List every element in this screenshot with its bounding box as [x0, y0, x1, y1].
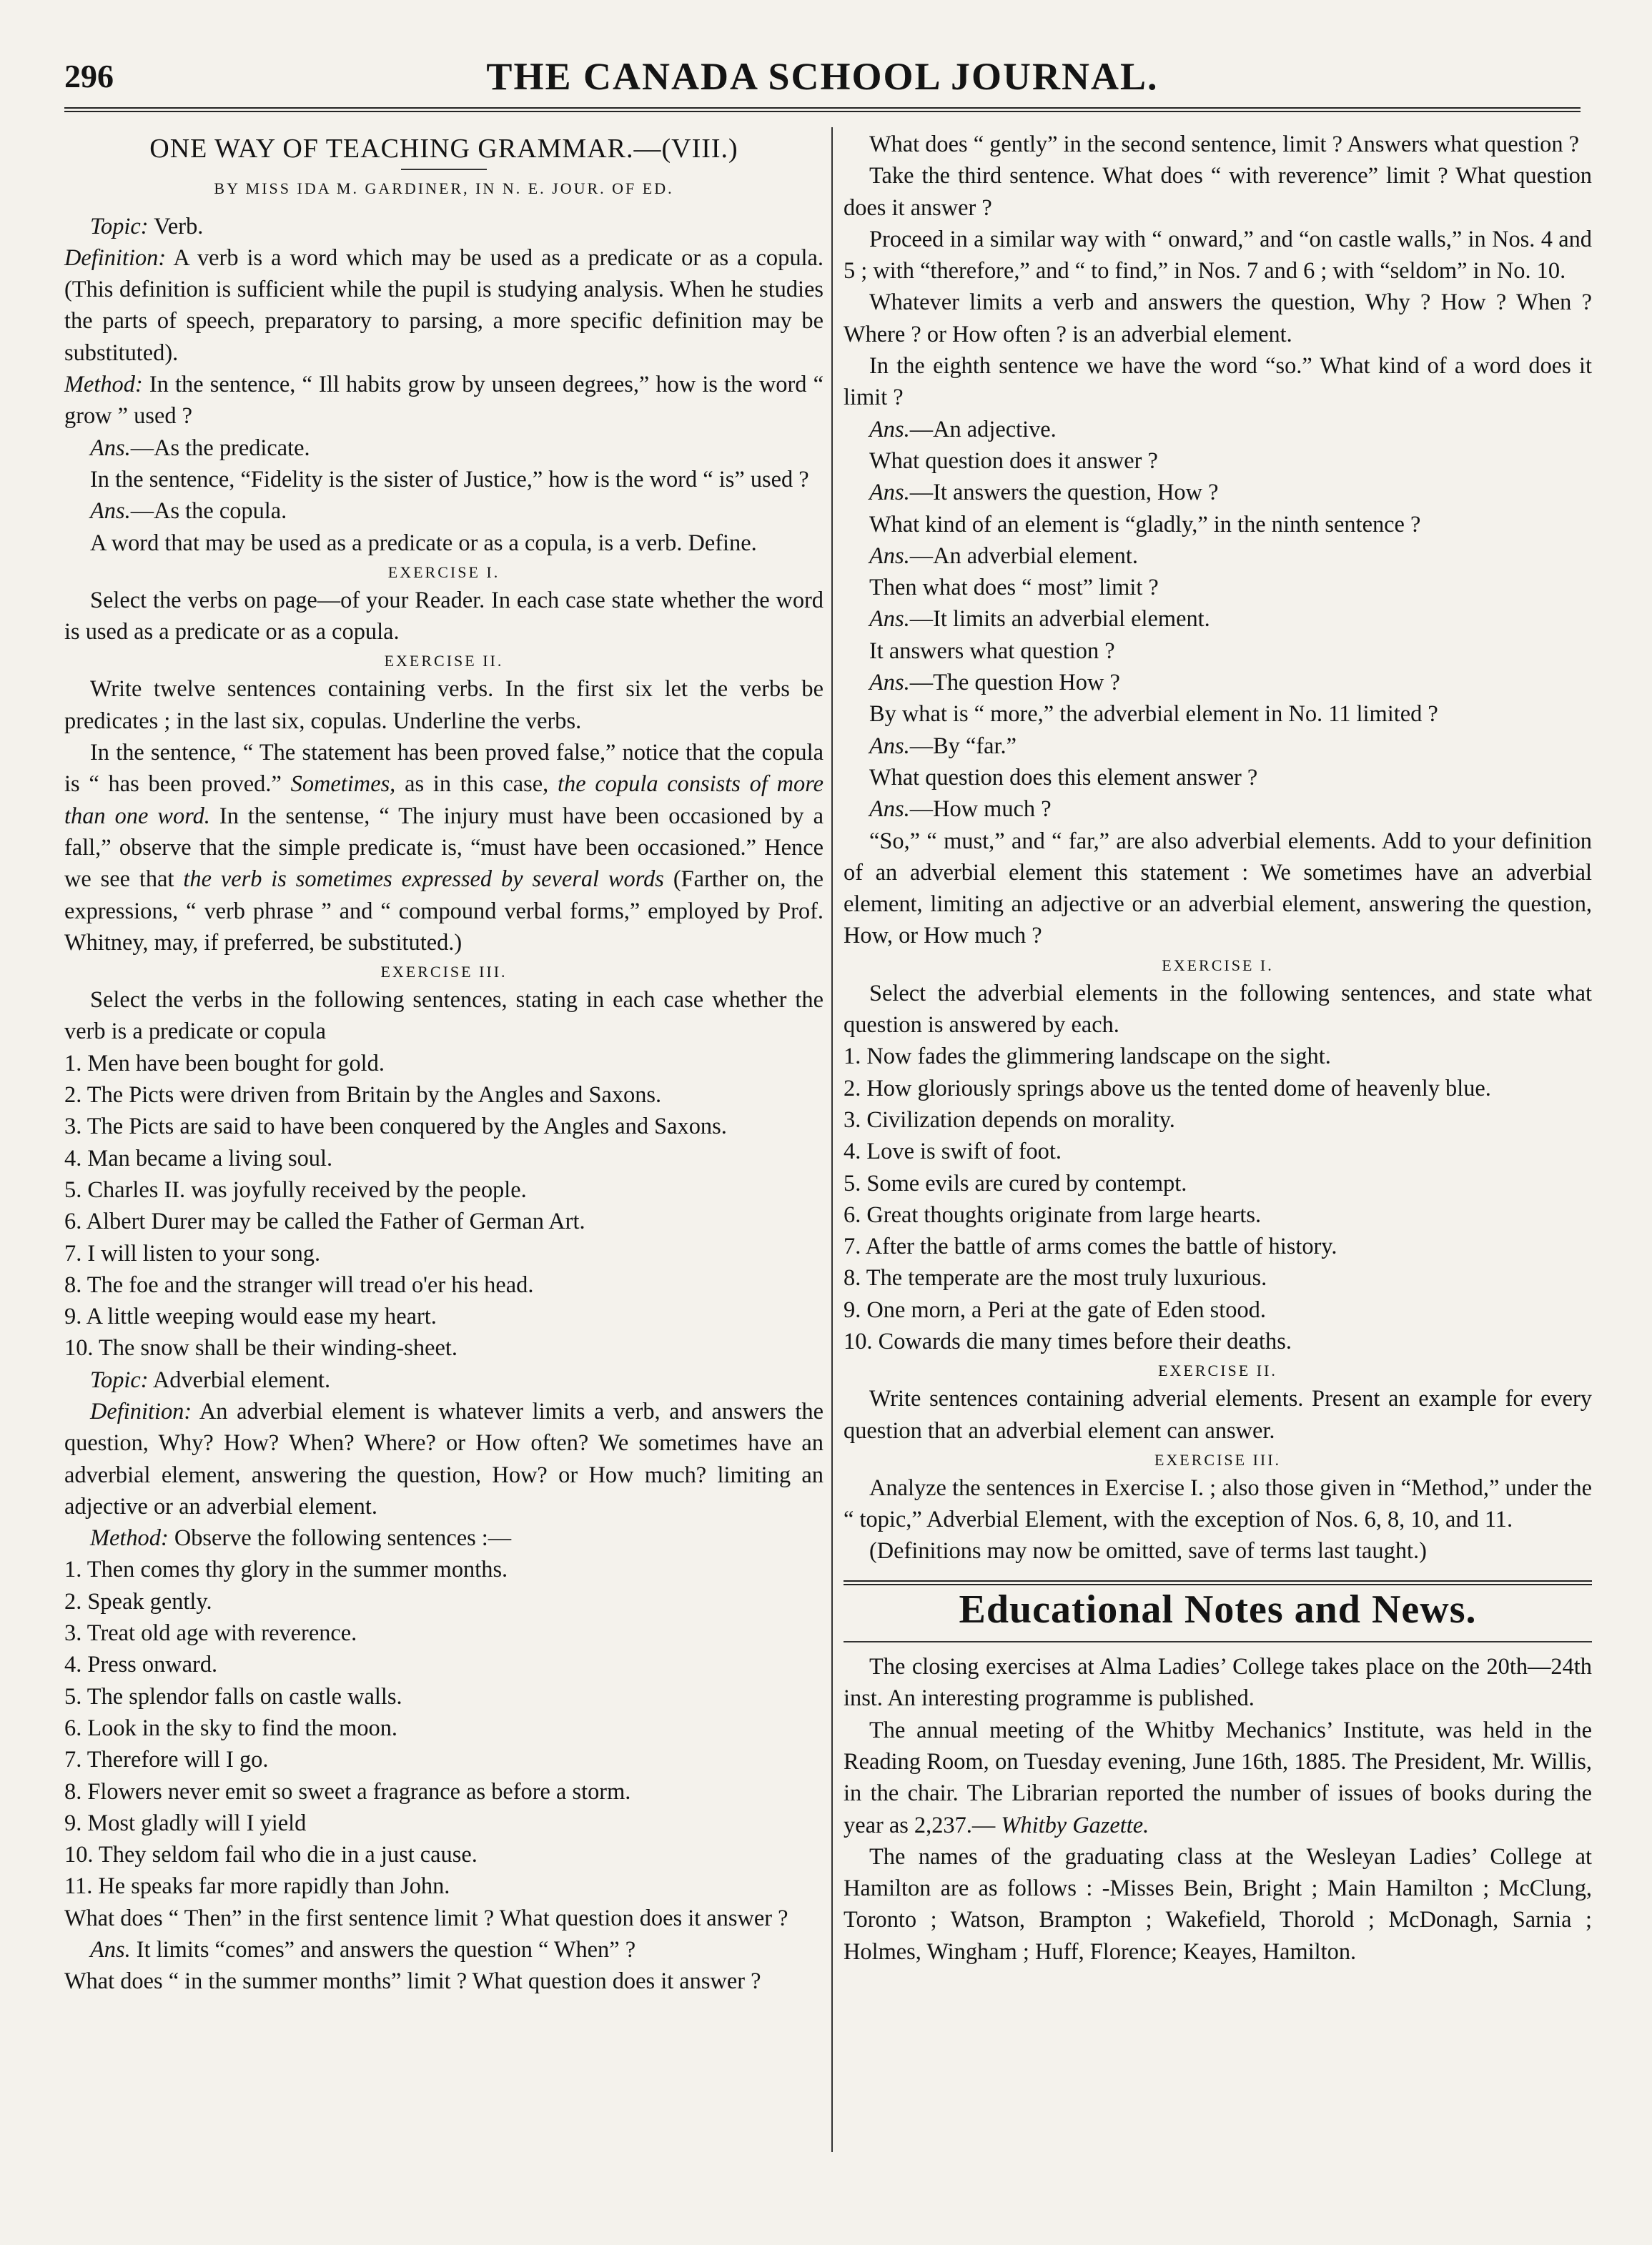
list-item: 7. Therefore will I go.	[64, 1747, 269, 1773]
page-header	[64, 50, 1581, 107]
section-title-rule	[844, 1641, 1592, 1642]
definition-text: A verb is a word which may be used as a predicate or as a copula. (This definition is sufficient while the pupil is studying analysis. When he studies the parts of speech, preparatory to parsing, a more specific definition may be substituted).	[64, 244, 823, 366]
definition-paragraph	[64, 1396, 823, 1522]
answer-paragraph	[64, 432, 823, 464]
qa-line	[844, 793, 1592, 825]
topic-paragraph	[64, 1364, 823, 1396]
copula-text: (Farther on, the expressions, “ verb phrase ” and “ compound verbal forms,” employed by Prof. Whitney, may, if preferred, be substituted.)	[64, 866, 823, 956]
answer-text: —As the copula.	[130, 498, 287, 525]
journal-title: THE CANADA SCHOOL JOURNAL.	[486, 55, 1159, 98]
qa-line	[844, 572, 1592, 603]
qa-text: What question does it answer ?	[869, 447, 1158, 474]
answer-paragraph	[64, 495, 823, 527]
qa-text: —An adverbial element.	[909, 542, 1138, 569]
list-item: 4. Love is swift of foot.	[844, 1139, 1062, 1165]
qa-label: Ans.	[869, 542, 910, 569]
column-divider	[831, 127, 833, 2152]
list-item: 9. One morn, a Peri at the gate of Eden stood.	[844, 1297, 1266, 1323]
copula-text: In the sentense, “ The injury must have been occasioned by a fall,” observe that the simple predicate is, “must have been occasioned.” Hence we see that	[64, 803, 824, 893]
qa-text: It answers what question ?	[869, 638, 1115, 664]
topic-label: Topic:	[90, 1367, 149, 1393]
news-item	[844, 1715, 1592, 1841]
list-item: 1. Men have been bought for gold.	[64, 1050, 385, 1076]
copula-text: In the sentence, “ The statement has been proved false,” notice that the copula is “ has been proved.”	[64, 740, 823, 798]
exercise-heading: EXERCISE III.	[1154, 1450, 1282, 1469]
qa-line	[844, 730, 1592, 762]
definition-label: Definition:	[64, 244, 167, 271]
qa-text: —How much ?	[909, 796, 1052, 823]
qa-line	[844, 667, 1592, 698]
question-paragraph: What does “ Then” in the first sentence limit ? What question does it answer ?	[64, 1905, 788, 1931]
qa-text: —An adjective.	[909, 416, 1057, 442]
answer-text: —As the predicate.	[130, 435, 310, 461]
exercise-heading: EXERCISE II.	[384, 652, 504, 670]
definition-label: Definition:	[90, 1398, 192, 1424]
exercise-text: Select the verbs on page—of your Reader. In each case state whether the word is used as a predicate or as a copula.	[64, 587, 823, 645]
question-paragraph: What does “ in the summer months” limit ? What question does it answer ?	[64, 1968, 761, 1995]
list-item: 5. Charles II. was joyfully received by the people.	[64, 1176, 527, 1203]
qa-text: Then what does “ most” limit ?	[869, 575, 1159, 601]
question-answer-list	[844, 414, 1592, 826]
section-rule	[844, 1580, 1592, 1585]
method-label: Method:	[90, 1525, 169, 1552]
page-number: 296	[64, 58, 114, 94]
copula-emphasis: the verb is sometimes expressed by several words	[183, 866, 664, 893]
qa-text: What question does this element answer ?	[869, 764, 1258, 791]
topic-paragraph	[64, 211, 823, 242]
article-byline: BY MISS IDA M. GARDINER, IN N. E. JOUR. OF ED.	[214, 179, 674, 198]
qa-line	[844, 509, 1592, 540]
exercise-text: Select the verbs in the following sentences, stating in each case whether the verb is a predicate or copula	[64, 987, 823, 1045]
qa-label: Ans.	[869, 416, 910, 442]
qa-line	[844, 603, 1592, 635]
qa-text: By what is “ more,” the adverbial element in No. 11 limited ?	[869, 701, 1438, 728]
answer-label: Ans.	[90, 1937, 131, 1963]
list-item: 2. The Picts were driven from Britain by the Angles and Saxons.	[64, 1082, 662, 1109]
list-item: 3. Treat old age with reverence.	[64, 1620, 357, 1647]
topic-value: Adverbial element.	[148, 1367, 331, 1393]
method-label: Method:	[64, 372, 143, 398]
list-item: 6. Albert Durer may be called the Father of German Art.	[64, 1209, 585, 1235]
topic-label: Topic:	[90, 213, 149, 239]
definition-text: An adverbial element is whatever limits a verb, and answers the question, Why? How? When? Where? or How often? We sometimes have an adverbial element, answering the question, How? or How much? limiting an adjective or an adverbial element.	[64, 1398, 823, 1520]
method-sentence-list	[64, 1554, 823, 1902]
method-text: In the sentence, “ Ill habits grow by unseen degrees,” how is the word “ grow ” used ?	[64, 372, 823, 430]
list-item: 10. Cowards die many times before their deaths.	[844, 1328, 1292, 1354]
qa-line	[844, 698, 1592, 730]
definition-paragraph	[64, 242, 823, 369]
instruction-paragraph: Proceed in a similar way with “ onward,” and “on castle walls,” in Nos. 4 and 5 ; with “therefore,” and “ to find,” in Nos. 7 and 6 ; with “seldom” in No. 10.	[844, 226, 1592, 284]
exercise-list	[64, 1048, 823, 1364]
list-item: 6. Look in the sky to find the moon.	[64, 1715, 398, 1741]
list-item: 7. After the battle of arms comes the battle of history.	[844, 1234, 1337, 1260]
copula-paragraph	[64, 737, 823, 958]
left-column	[64, 129, 823, 1998]
header-rule	[64, 107, 1581, 112]
list-item: 8. The foe and the stranger will tread o'er his head.	[64, 1272, 534, 1298]
title-rule	[401, 169, 487, 170]
qa-line	[844, 414, 1592, 445]
list-item: 7. I will listen to your song.	[64, 1240, 321, 1267]
exercise-heading: EXERCISE III.	[380, 963, 508, 981]
answer-paragraph	[64, 1934, 823, 1966]
exercise-heading: EXERCISE II.	[1158, 1362, 1277, 1380]
qa-text: —It answers the question, How ?	[909, 480, 1219, 506]
list-item: 11. He speaks far more rapidly than John.	[64, 1873, 450, 1900]
list-item: 1. Now fades the glimmering landscape on the sight.	[844, 1044, 1331, 1070]
news-item: The closing exercises at Alma Ladies’ College takes place on the 20th—24th inst. An interesting programme is published.	[844, 1654, 1592, 1712]
exercise-heading: EXERCISE I.	[387, 563, 500, 581]
copula-text: as in this case,	[395, 771, 558, 798]
question-paragraph: Take the third sentence. What does “ with reverence” limit ? What question does it answer ?	[844, 163, 1592, 221]
list-item: 9. A little weeping would ease my heart.	[64, 1304, 437, 1330]
method-paragraph	[64, 369, 823, 432]
list-item: 10. They seldom fail who die in a just cause.	[64, 1842, 478, 1868]
qa-label: Ans.	[869, 480, 910, 506]
article-title: ONE WAY OF TEACHING GRAMMAR.—(VIII.)	[149, 134, 738, 164]
qa-text: —It limits an adverbial element.	[909, 606, 1210, 633]
list-item: 5. Some evils are cured by contempt.	[844, 1170, 1187, 1196]
definitions-note: (Definitions may now be omitted, save of terms last taught.)	[869, 1538, 1427, 1565]
topic-value: Verb.	[148, 213, 204, 239]
answer-text: It limits “comes” and answers the question “ When” ?	[130, 1937, 636, 1963]
copula-emphasis: Sometimes,	[290, 771, 396, 798]
qa-line	[844, 762, 1592, 793]
news-text: The annual meeting of the Whitby Mechanics’ Institute, was held in the Reading Room, on Tuesday evening, June 16th, 1885. The President, Mr. Willis, in the chair. The Librarian reported the number of issues of books during the year as 2,237.—	[844, 1717, 1592, 1838]
answer-label: Ans.	[90, 498, 131, 525]
news-section-heading: Educational Notes and News.	[959, 1587, 1477, 1632]
copula-emphasis: the copula consists of more than one word.	[64, 771, 823, 829]
exercise-heading: EXERCISE I.	[1162, 956, 1274, 974]
qa-line	[844, 540, 1592, 572]
define-paragraph: A word that may be used as a predicate or as a copula, is a verb. Define.	[90, 530, 757, 556]
news-source: Whitby Gazette.	[1001, 1812, 1149, 1838]
list-item: 3. The Picts are said to have been conquered by the Angles and Saxons.	[64, 1114, 727, 1140]
summary-paragraph: “So,” “ must,” and “ far,” are also adverbial elements. Add to your definition of an adverbial element this statement : We sometimes have an adverbial element, limiting an adjective or an adverbial element, answering the question, How, or How much ?	[844, 828, 1592, 949]
list-item: 4. Press onward.	[64, 1652, 218, 1678]
qa-line	[844, 635, 1592, 667]
qa-text: —The question How ?	[909, 670, 1120, 696]
qa-text: —By “far.”	[909, 733, 1017, 759]
question-paragraph: In the eighth sentence we have the word “so.” What kind of a word does it limit ?	[844, 353, 1592, 411]
answer-label: Ans.	[90, 435, 131, 461]
list-item: 1. Then comes thy glory in the summer months.	[64, 1557, 508, 1583]
qa-label: Ans.	[869, 733, 910, 759]
list-item: 6. Great thoughts originate from large hearts.	[844, 1201, 1262, 1228]
qa-label: Ans.	[869, 796, 910, 823]
list-item: 2. How gloriously springs above us the tented dome of heavenly blue.	[844, 1075, 1491, 1101]
list-item: 2. Speak gently.	[64, 1588, 212, 1615]
question-paragraph: What does “ gently” in the second sentence, limit ? Answers what question ?	[869, 132, 1580, 157]
qa-line	[844, 477, 1592, 508]
exercise-text: Write sentences containing adverial elements. Present an example for every question that an adverbial element can answer.	[844, 1386, 1592, 1444]
qa-text: What kind of an element is “gladly,” in the ninth sentence ?	[869, 511, 1421, 537]
list-item: 4. Man became a living soul.	[64, 1145, 333, 1171]
exercise-text: Write twelve sentences containing verbs. In the first six let the verbs be predicates ; in the last six, copulas. Underline the verbs.	[64, 676, 823, 734]
qa-line	[844, 445, 1592, 477]
qa-label: Ans.	[869, 606, 910, 633]
right-column	[844, 129, 1592, 1968]
method-paragraph	[64, 1522, 823, 1554]
news-item: The names of the graduating class at the Wesleyan Ladies’ College at Hamilton are as follows : -Misses Bein, Bright ; Main Hamilton ; McClung, Toronto ; Watson, Brampton ; Wakefield, Thorold ; McDonagh, Sarnia ; Holmes, Wingham ; Huff, Florence; Keayes, Hamilton.	[844, 1843, 1592, 1965]
list-item: 10. The snow shall be their winding-sheet.	[64, 1335, 457, 1362]
list-item: 8. The temperate are the most truly luxurious.	[844, 1265, 1267, 1292]
exercise-text: Analyze the sentences in Exercise I. ; also those given in “Method,” under the “ topic,” Adverbial Element, with the exception of Nos. 6, 8, 10, and 11.	[844, 1475, 1592, 1533]
list-item: 5. The splendor falls on castle walls.	[64, 1683, 402, 1710]
method-text: Observe the following sentences :—	[168, 1525, 512, 1552]
exercise-list	[844, 1041, 1592, 1357]
rule-paragraph: Whatever limits a verb and answers the question, Why ? How ? When ? Where ? or How often ? is an adverbial element.	[844, 289, 1592, 347]
list-item: 9. Most gladly will I yield	[64, 1810, 307, 1836]
list-item: 8. Flowers never emit so sweet a fragrance as before a storm.	[64, 1778, 631, 1805]
list-item: 3. Civilization depends on morality.	[844, 1106, 1175, 1133]
exercise-text: Select the adverbial elements in the following sentences, and state what question is answered by each.	[844, 980, 1592, 1039]
qa-label: Ans.	[869, 670, 910, 696]
question-paragraph: In the sentence, “Fidelity is the sister of Justice,” how is the word “ is” used ?	[90, 466, 809, 492]
